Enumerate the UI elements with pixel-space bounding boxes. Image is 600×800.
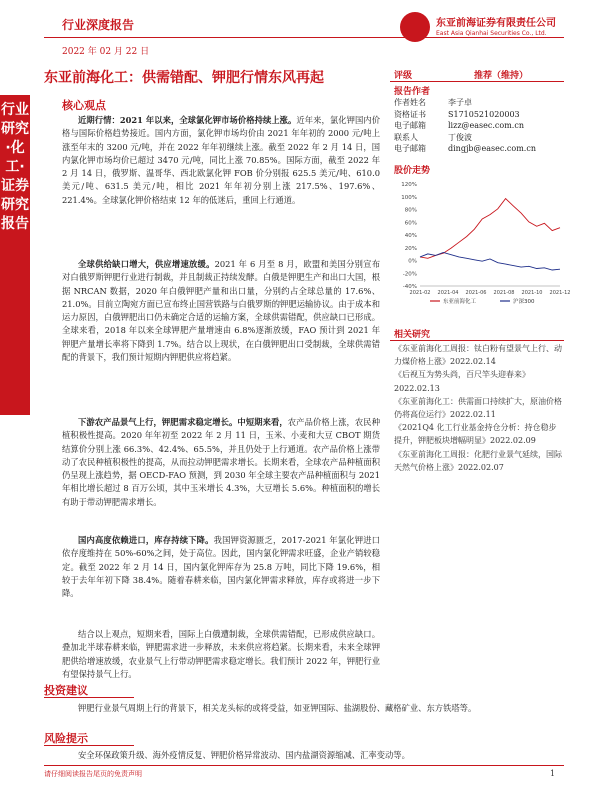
chart-heading: 股价走势 bbox=[394, 166, 431, 176]
y-tick-label: 100% bbox=[401, 194, 417, 201]
y-tick-label: 40% bbox=[404, 233, 417, 239]
logo-name-en: East Asia Qianhai Securities Co., Ltd. bbox=[436, 30, 547, 37]
invest-text: 钾肥行业景气周期上行的背景下，相关龙头标的或将受益，如亚钾国际、盐湖股份、藏格矿业、东方铁塔等。 bbox=[78, 703, 477, 713]
related-item[interactable]: 《东亚前海化工周报：化肥行业景气延续，国际天然气价格上涨》2022.02.07 bbox=[394, 449, 562, 472]
related-heading: 相关研究 bbox=[394, 330, 431, 340]
paragraph-summary: 结合以上观点，短期来看，国际上白俄遭制裁，全球供需错配，已形成供应缺口。叠加北半球春耕来临，钾肥需求进一步释放，未来供应将趋紧。长期来看，未来全球钾肥供给增速放缓，农业景气上行带动钾肥需求稳定增长。我们预计 2022 年，钾肥行业有望保持景气上行。 bbox=[62, 629, 380, 679]
y-tick-label: -40% bbox=[402, 284, 417, 290]
company-logo bbox=[400, 8, 570, 56]
y-tick-label: -20% bbox=[402, 271, 417, 278]
rating-divider bbox=[390, 81, 564, 82]
x-tick-label: 2021-08 bbox=[493, 290, 515, 296]
analysts-heading: 报告作者 bbox=[394, 87, 431, 97]
x-tick-label: 2021-04 bbox=[437, 290, 459, 296]
risk-divider bbox=[44, 745, 134, 746]
related-item[interactable]: 《后视互为势头尚，百尺竿头迎春来》2022.02.13 bbox=[394, 370, 530, 393]
sidebar-category-text: 行业研究·化工·证券研究报告 bbox=[1, 102, 29, 232]
legend-label: 沪深300 bbox=[513, 299, 535, 305]
y-tick-label: 80% bbox=[404, 207, 417, 214]
y-tick-label: 0% bbox=[408, 258, 417, 265]
related-item[interactable]: 《东亚前海化工：供需面口持续扩大，原油价格仍将高位运行》2022.02.11 bbox=[394, 396, 562, 420]
core-heading: 核心观点 bbox=[62, 99, 106, 112]
report-date: 2022 年 02 月 22 日 bbox=[62, 47, 150, 57]
related-divider bbox=[390, 340, 564, 341]
series-line-1 bbox=[420, 253, 560, 271]
related-list bbox=[394, 342, 564, 474]
report-type-tag: 行业深度报告 bbox=[62, 18, 135, 32]
x-tick-label: 2021-06 bbox=[465, 290, 487, 296]
footer-disclaimer[interactable]: 请仔细阅读报告尾页的免责声明 bbox=[44, 770, 142, 778]
related-item[interactable]: 《东亚前海化工周报：钛白粉有望景气上行、动力煤价格上涨》2022.02.14 bbox=[394, 344, 562, 367]
paragraph-recent-market: 近期行情：2021 年以来，全球氯化钾市场价格持续上涨。近年来，氯化钾国内价格与国际价格趋势接近。国内方面，氯化钾市场均价由 2021 年年初的 2000 元/吨上涨至年末的 3200 元/吨，并在 2022 年年初继续上涨。截至 2022 年 2 月 14 日，国内氯化钾市场均价已超过 3470 元/吨，同比上涨 70.85%。国际方面，截至 2022 年 2 月 14 日，俄罗斯、温哥华、西北欧氯化钾 FOB 价分别报 625.5 美元/吨、610.0 美元/吨、631.5 美元/吨，相比 2021 年年初分别上涨 217.5%、197.6%、221.4%。全球氯化钾价格结束 12 年的低迷后，重回上行通道。 bbox=[62, 115, 380, 205]
paragraph-supply-gap: 全球供给缺口增大，供应增速放缓。2021 年 6 月至 8 月，欧盟和美国分别宣布对白俄罗斯钾肥行业进行制裁，并且制裁正持续发酵。白俄是钾肥生产和出口大国，根据 NRCAN 数据，2020 年白俄钾肥产量和出口量，分别约占全球总量的 17.6%、21.0%。目前立陶宛方面已宣布终止国营铁路与白俄罗斯的钾肥运输协议。由于成本和运力原因，白俄钾肥出口仍未确定合适的运输方案，全球供需错配，供应缺口已形成。全球来看，2018 年以来全球钾肥产量增速由 6.8%逐渐放缓，FAO 预计到 2021 年钾肥产量增长率将下降到 1.7%。结合以上现状，在白俄钾肥出口受制裁，全球供需错配的背景下，我们预计短期内钾肥供应将趋紧。 bbox=[62, 259, 380, 363]
paragraph-demand: 下游农产品景气上行，钾肥需求稳定增长。中短期来看，农产品价格上涨，农民种植积极性提高。2020 年年初至 2022 年 2 月 11 日，玉米、小麦和大豆 CBOT 期货结算价分别上涨 66.3%、42.4%、65.5%，并且仍处于上行通道。农产品价格上涨带动了农民种植积极性的提高，从而拉动钾肥需求增长。长期来看，全球农产品种植面积仍呈现上涨趋势，据 OECD-FAO 预测，到 2030 年全球主要农产品种植面积与 2021 年相比增长超过 8 百万公顷，其中玉米增长 4.3%，大豆增长 5.6%。种植面积的增长有助于带动钾肥需求增长。 bbox=[62, 417, 380, 507]
sidebar-category bbox=[0, 95, 30, 415]
series-line-0 bbox=[420, 199, 560, 259]
related-item[interactable]: 《2021Q4 化工行业基金持仓分析：持仓稳步提升，钾肥板块增幅明显》2022.02.09 bbox=[394, 423, 557, 446]
logo-mark-icon bbox=[400, 12, 430, 42]
stock-chart-svg bbox=[394, 178, 571, 306]
analyst-info bbox=[394, 97, 564, 155]
y-tick-label: 120% bbox=[401, 182, 417, 188]
x-tick-label: 2021-02 bbox=[409, 290, 431, 296]
rating-value: 推荐（维持） bbox=[474, 71, 529, 81]
footer-divider bbox=[44, 765, 564, 766]
page-number: 1 bbox=[550, 769, 556, 778]
stock-price-chart bbox=[394, 178, 571, 306]
logo-name-cn: 东亚前海证券有限责任公司 bbox=[436, 18, 556, 29]
analyst-row: 联系人 丁俊波 bbox=[394, 132, 472, 142]
y-tick-label: 60% bbox=[404, 220, 417, 227]
analyst-row: 作者姓名 李子卓 bbox=[394, 98, 472, 107]
invest-heading: 投资建议 bbox=[44, 684, 88, 697]
y-tick-label: 20% bbox=[404, 245, 417, 252]
risk-text: 安全环保政策升级、海外疫情反复、钾肥价格异常波动、国内盐湖资源缩减、汇率变动等。 bbox=[78, 750, 410, 760]
analyst-row: 资格证书 S1710521020003 bbox=[394, 109, 520, 119]
report-title: 东亚前海化工：供需错配、钾肥行情东风再起 bbox=[44, 70, 324, 86]
invest-divider bbox=[44, 697, 134, 698]
x-tick-label: 2021-12 bbox=[549, 290, 571, 296]
paragraph-import: 国内高度依赖进口，库存持续下降。我国钾资源匮乏，2017-2021 年氯化钾进口依存度维持在 50%-60%之间，处于高位。因此，国内氯化钾需求旺盛，企业产销较稳定。截至 2022 年 2 月 14 日，国内氯化钾库存为 25.8 万吨，同比下降 19.6%，相较于去年年初下降 38.4%。随着春耕来临，国内氯化钾需求释放，库存或将进一步下降。 bbox=[62, 535, 380, 599]
risk-heading: 风险提示 bbox=[44, 732, 88, 745]
analyst-row: 电子邮箱 lizz@easec.com.cn bbox=[394, 121, 524, 131]
rating-label: 评级 bbox=[394, 71, 413, 81]
x-tick-label: 2021-10 bbox=[521, 290, 543, 296]
legend-label: 东亚前海化工 bbox=[443, 299, 477, 305]
analyst-row: 电子邮箱 dingjb@easec.com.cn bbox=[394, 144, 536, 154]
